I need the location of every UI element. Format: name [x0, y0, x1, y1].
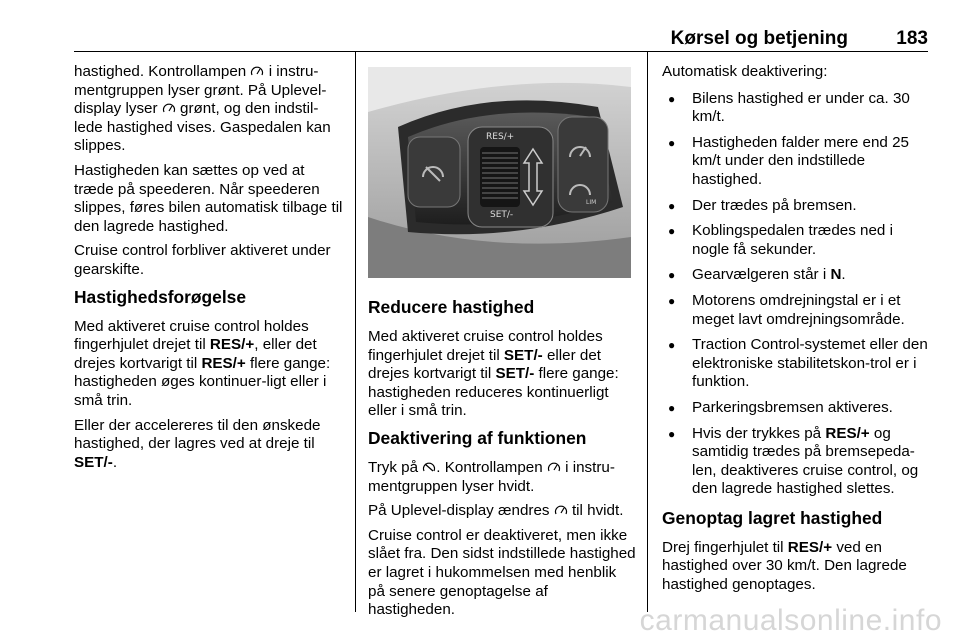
heading-deactivate: Deaktivering af funktionen: [368, 427, 587, 448]
text: Med aktiveret cruise control holdes fingerhjulet drejet til: [74, 317, 309, 354]
text: .: [112, 453, 118, 471]
control-label: RES/+: [787, 538, 833, 556]
list-item: ● Motorens omdrejningstal er i et meget lavt omdrejningsområde.: [662, 292, 928, 329]
list-item: ● Traction Control-systemet eller den elektroniske stabilitetskon-trol er i funktion.: [662, 336, 928, 392]
paragraph: [662, 539, 928, 595]
control-label: SET/-: [74, 453, 113, 471]
text: flere gange: hastigheden reduceres kontinuerligt eller i små trin.: [368, 365, 619, 420]
text: flere gange: hastigheden øges kontinuer-ligt eller i små trin.: [74, 354, 331, 409]
text: .: [841, 266, 846, 284]
cruise-control-icon: [162, 102, 176, 114]
paragraph: [74, 318, 346, 411]
paragraph: Automatisk deaktivering:: [662, 63, 828, 80]
steering-wheel-illustration: [368, 67, 631, 278]
cruise-control-icon: [250, 65, 264, 77]
cruise-off-icon: [422, 461, 436, 473]
text: Drej fingerhjulet til: [662, 538, 788, 556]
heading-speed-increase: Hastighedsforøgelse: [74, 286, 247, 307]
text: Eller der accelereres til den ønskede hastighed, der lagres ved at dreje til: [74, 416, 321, 453]
list-item: [662, 266, 928, 285]
page-header: [74, 28, 928, 52]
control-label: SET/-: [503, 346, 543, 364]
list-item: ● Bilens hastighed er under ca. 30 km/t.: [662, 90, 928, 127]
list-item: ● Hastigheden falder mere end 25 km/t under den indstillede hastighed.: [662, 134, 928, 190]
column-divider-2: [647, 52, 648, 612]
text: hastighed. Kontrollampen: [74, 63, 251, 80]
text: grønt, og den indstil-lede hastighed vises. Gaspedalen kan slippes.: [74, 100, 331, 155]
page-number: 183: [896, 28, 928, 49]
set-label: SET/-: [490, 210, 514, 220]
column-1: [74, 63, 346, 478]
gear-label: N: [830, 266, 842, 284]
text: Gearvælgeren står i: [692, 266, 831, 284]
section-title: Kørsel og betjening: [670, 28, 848, 49]
text: På Uplevel-display ændres: [368, 502, 554, 520]
text: Hvis der trykkes på: [692, 424, 826, 442]
list-item: [662, 425, 928, 499]
column-2: [368, 292, 636, 626]
header-rule: [74, 51, 928, 52]
paragraph: [74, 417, 346, 473]
control-label: RES/+: [209, 336, 255, 354]
paragraph: Hastigheden kan sættes op ved at træde på speederen. Når speederen slippes, føres bilen automatisk tilbage til den lagrede hastighed.: [74, 161, 343, 235]
control-label: RES/+: [825, 424, 870, 442]
watermark: carmanualsonline.info: [639, 604, 942, 637]
text: , eller det drejes kortvarigt til: [74, 336, 317, 372]
column-3: [662, 63, 928, 601]
paragraph: [368, 502, 636, 521]
paragraph: Cruise control er deaktiveret, men ikke slået fra. Den sidst indstillede hastighed er lagret i hukommelsen med henblik på senere genoptagelse af hastigheden.: [368, 526, 636, 619]
text: til hvidt.: [567, 502, 624, 520]
control-label: RES/+: [201, 354, 246, 372]
lim-label: LIM: [586, 199, 597, 206]
column-divider-1: [355, 52, 356, 612]
text: Med aktiveret cruise control holdes fingerhjulet drejet til: [368, 328, 603, 364]
cruise-control-icon: [547, 461, 561, 473]
heading-resume-speed: Genoptag lagret hastighed: [662, 507, 883, 528]
text: i instru-mentgruppen lyser grønt. På Uplevel-display lyser: [74, 63, 327, 118]
list-item: ● Koblingspedalen trædes ned i nogle få sekunder.: [662, 222, 928, 259]
steering-wheel-controls-image: [368, 67, 631, 278]
paragraph: [74, 63, 346, 156]
paragraph: Cruise control forbliver aktiveret under gearskifte.: [74, 242, 331, 278]
list-item: ● Parkeringsbremsen aktiveres.: [662, 399, 928, 418]
cruise-control-icon: [554, 504, 568, 516]
deactivation-list: [662, 90, 928, 499]
text: i instru-mentgruppen lyser hvidt.: [368, 458, 615, 495]
res-label: RES/+: [486, 132, 515, 142]
control-label: SET/-: [495, 365, 535, 383]
text: eller det drejes kortvarigt til: [368, 346, 602, 383]
text: Tryk på: [368, 458, 423, 476]
paragraph: [368, 328, 636, 421]
text: . Kontrollampen: [436, 458, 547, 476]
text: og samtidig trædes på bremsepeda-len, deaktiveres cruise control, og den lagrede hastighed slettes.: [692, 424, 919, 498]
list-item: ● Der trædes på bremsen.: [662, 197, 928, 216]
paragraph: [368, 459, 636, 496]
heading-reduce-speed: Reducere hastighed: [368, 297, 535, 317]
text: ved en hastighed over 30 km/t. Den lagrede hastighed genoptages.: [662, 538, 907, 594]
